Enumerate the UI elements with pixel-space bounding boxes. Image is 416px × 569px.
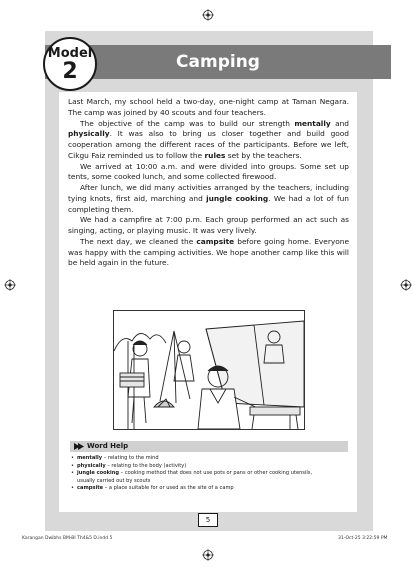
registration-mark-right [400,279,412,291]
model-badge-number: 2 [62,59,78,84]
word-help-item [70,463,348,471]
essay-paragraph: The next day, we cleaned the campsite before going home. Everyone was happy with the camping activities. We hope another camp like this will be held again in the future. [68,236,349,268]
keyword: rules [204,150,226,160]
registration-mark-bottom [202,549,214,561]
essay-paragraph: We had a campfire at 7:00 p.m. Each group performed an act such as singing, acting, or playing music. It was very lively. [68,215,349,235]
essay-text [68,97,349,269]
word-help-item [70,455,348,463]
keyword: campsite [196,236,235,246]
model-badge-label: Model [47,46,93,61]
word-help-title: Word Help [87,442,129,450]
page-number: 5 [198,513,218,527]
registration-mark-left [4,279,16,291]
essay-paragraph: Last March, my school held a two-day, one-night camp at Taman Negara. The camp was joined by 40 scouts and four teachers. [68,97,349,117]
print-slug-timestamp: 31-Oct-25 3:22:59 PM [338,536,388,541]
word-help-item [70,485,348,493]
word-help-box [70,441,348,505]
word-help-term: physically [77,462,106,469]
keyword: mentally [294,118,331,128]
word-help-definition-continued: usually carried out by scouts [77,477,151,484]
word-help-term: campsite [77,485,104,492]
word-help-list [70,455,348,493]
word-help-definition: – cooking method that does not use pots or pans or other cooking utensils, [119,470,313,477]
arrow-right-icon [74,443,84,450]
essay-paragraph: After lunch, we did many activities arranged by the teachers, including tying knots, first aid, marching and jungle cooking. We had a lot of fun completing them. [68,183,349,214]
keyword: physically [68,129,110,139]
word-help-definition: – relating to the mind [102,455,159,461]
keyword: jungle cooking [206,193,269,203]
word-help-header [70,441,348,452]
word-help-item [70,470,348,485]
print-slug-file: Karangan Dwibhs BM-BI Th4&5 D.indd 5 [22,536,113,541]
registration-mark-top [202,9,214,21]
word-help-term: mentally [77,455,103,461]
word-help-definition: – relating to the body (activity) [105,462,187,469]
word-help-term: jungle cooking [77,470,120,477]
page-title: Camping [176,52,260,72]
camping-illustration [113,310,305,430]
essay-paragraph: The objective of the camp was to build our strength mentally and physically. It was also to bring us closer together and build good cooperation among the different races of the participants. Before we left, Cikgu Faiz reminded us to follow the rules set by the teachers. [68,118,349,160]
word-help-definition: – a place suitable for or used as the site of a camp [103,485,234,492]
essay-paragraph: We arrived at 10:00 a.m. and were divided into groups. Some set up tents, some cooked lunch, and some collected firewood. [68,161,349,182]
model-badge [43,37,97,91]
